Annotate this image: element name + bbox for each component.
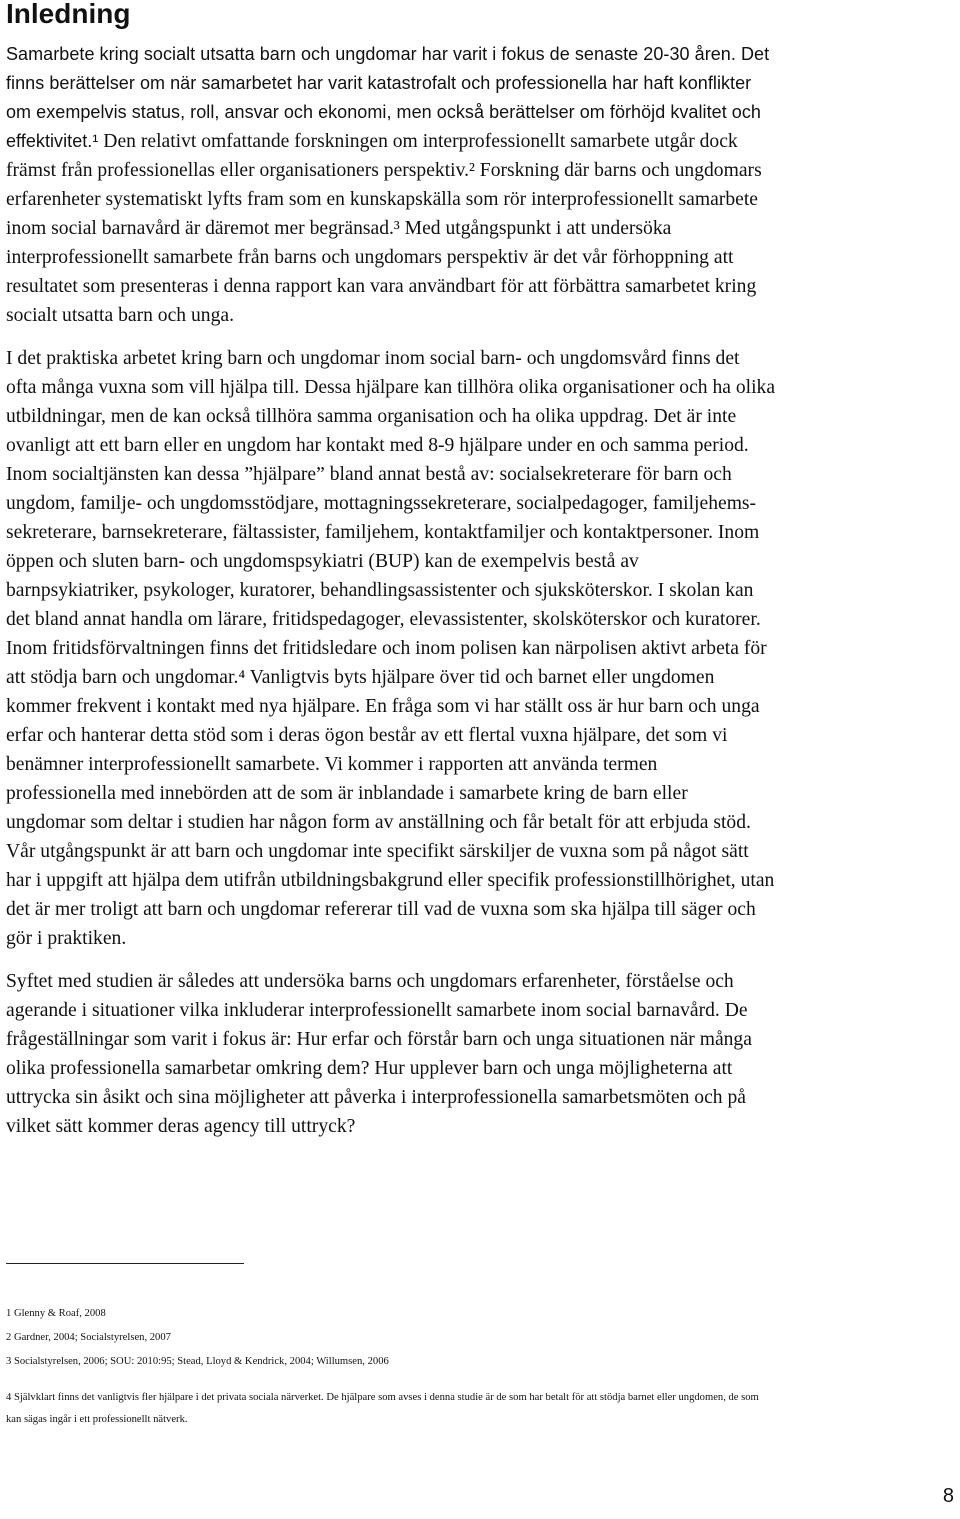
paragraph-line: ungdomar som deltar i studien har någon form av anställning och får betalt för att erbjuda stöd.: [6, 812, 751, 833]
paragraph-line: inom social barnavård är däremot mer begränsad.³ Med utgångspunkt i att undersöka: [6, 218, 672, 239]
purpose-paragraph: [6, 967, 960, 1141]
paragraph-line: sekreterare, barnsekreterare, fältassister, familjehem, kontaktfamiljer och kontaktpersoner. Inom: [6, 522, 760, 543]
paragraph-line: om exempelvis status, roll, ansvar och ekonomi, men också berättelser om förhöjd kvalitet och: [6, 102, 761, 122]
paragraph-line: olika professionella samarbetar omkring dem? Hur upplever barn och unga möjligheterna att: [6, 1058, 733, 1079]
paragraph-line: [6, 127, 960, 156]
footnote-1: 1 Glenny & Roaf, 2008: [6, 1308, 106, 1319]
paragraph-line: ofta många vuxna som vill hjälpa till. Dessa hjälpare kan tillhöra olika organisationer och ha olika: [6, 377, 776, 398]
paragraph-line: att stödja barn och ungdomar.⁴ Vanligtvis byts hjälpare över tid och barnet eller ungdomen: [6, 667, 715, 688]
paragraph-line: professionella med innebörden att de som är inblandade i samarbete kring de barn eller: [6, 783, 688, 804]
paragraph-line: vilket sätt kommer deras agency till uttryck?: [6, 1116, 356, 1137]
paragraph-line: ungdom, familje- och ungdomsstödjare, mottagningssekreterare, socialpedagoger, familjehems-: [6, 493, 757, 514]
intro-paragraph: [6, 40, 960, 330]
footnote-line: kan sägas ingår i ett professionellt nätverk.: [6, 1414, 188, 1425]
paragraph-line: frågeställningar som varit i fokus är: Hur erfar och förstår barn och unga situationen när många: [6, 1029, 752, 1050]
paragraph-line: socialt utsatta barn och unga.: [6, 305, 234, 326]
paragraph-line: Vår utgångspunkt är att barn och ungdomar inte specifikt särskiljer de vuxna som på något sätt: [6, 841, 749, 862]
footnote-4: [6, 1387, 759, 1431]
paragraph-fragment: Den relativt omfattande forskningen om interprofessionellt samarbete utgår dock: [98, 131, 738, 152]
footnote-divider: [6, 1263, 244, 1264]
paragraph-line: det är mer troligt att barn och ungdomar refererar till vad de vuxna som ska hjälpa till säger och: [6, 899, 756, 920]
paragraph-line: barnpsykiatriker, psykologer, kuratorer, behandlingsassistenter och sjuksköterskor. I skolan kan: [6, 580, 754, 601]
paragraph-line: Inom socialtjänsten kan dessa ”hjälpare” bland annat bestå av: socialsekreterare för barn och: [6, 464, 732, 485]
paragraph-line: benämner interprofessionellt samarbete. Vi kommer i rapporten att använda termen: [6, 754, 658, 775]
paragraph-line: har i uppgift att hjälpa dem utifrån utbildningsbakgrund eller specifik professionstillhörighet, utan: [6, 870, 775, 891]
paragraph-line: ovanligt att ett barn eller en ungdom har kontakt med 8-9 hjälpare under en och samma period.: [6, 435, 749, 456]
footnote-3: 3 Socialstyrelsen, 2006; SOU: 2010:95; Stead, Lloyd & Kendrick, 2004; Willumsen, 2006: [6, 1356, 389, 1367]
paragraph-line: agerande i situationer vilka inkluderar interprofessionellt samarbete inom social barnavård. De: [6, 1000, 748, 1021]
paragraph-line: Samarbete kring socialt utsatta barn och ungdomar har varit i fokus de senaste 20-30 åren. Det: [6, 44, 770, 64]
practice-paragraph: [6, 344, 960, 953]
footnote-line: 4 Självklart finns det vanligtvis fler hjälpare i det privata sociala närverket. De hjälpare som avses i denna studie är de som har betalt för att stödja barnet eller ungdomen, de som: [6, 1392, 759, 1403]
paragraph-line: finns berättelser om när samarbetet har varit katastrofalt och professionella har haft konflikter: [6, 73, 752, 93]
paragraph-line: erfar och hanterar detta stöd som i deras ögon består av ett flertal vuxna hjälpare, det som vi: [6, 725, 728, 746]
paragraph-line: öppen och sluten barn- och ungdomspsykiatri (BUP) kan de exempelvis bestå av: [6, 551, 639, 572]
page-number: 8: [942, 1485, 954, 1507]
paragraph-line: Inom fritidsförvaltningen finns det fritidsledare och inom polisen kan närpolisen aktivt arbeta för: [6, 638, 767, 659]
paragraph-line: gör i praktiken.: [6, 928, 127, 949]
paragraph-line: främst från professionellas eller organisationers perspektiv.² Forskning där barns och ungdomars: [6, 160, 762, 181]
paragraph-line: resultatet som presenteras i denna rapport kan vara användbart för att förbättra samarbetet kring: [6, 276, 757, 297]
paragraph-line: det bland annat handla om lärare, fritidspedagoger, elevassistenter, skolsköterskor och kuratorer.: [6, 609, 761, 630]
paragraph-line: erfarenheter systematiskt lyfts fram som en kunskapskälla som rör interprofessionellt samarbete: [6, 189, 758, 210]
paragraph-line: utbildningar, men de kan också tillhöra samma organisation och ha olika uppdrag. Det är inte: [6, 406, 737, 427]
footnote-2: 2 Gardner, 2004; Socialstyrelsen, 2007: [6, 1332, 171, 1343]
paragraph-line: Syftet med studien är således att undersöka barns och ungdomars erfarenheter, förståelse och: [6, 971, 734, 992]
paragraph-line: kommer frekvent i kontakt med nya hjälpare. En fråga som vi har ställt oss är hur barn och unga: [6, 696, 760, 717]
section-heading: Inledning: [6, 0, 131, 29]
paragraph-line: I det praktiska arbetet kring barn och ungdomar inom social barn- och ungdomsvård finns det: [6, 348, 740, 369]
paragraph-line: uttrycka sin åsikt och sina möjligheter att påverka i interprofessionella samarbetsmöten och på: [6, 1087, 746, 1108]
paragraph-line: interprofessionellt samarbete från barns och ungdomars perspektiv är det vår förhoppning att: [6, 247, 734, 268]
paragraph-fragment: effektivitet.¹: [6, 131, 99, 151]
